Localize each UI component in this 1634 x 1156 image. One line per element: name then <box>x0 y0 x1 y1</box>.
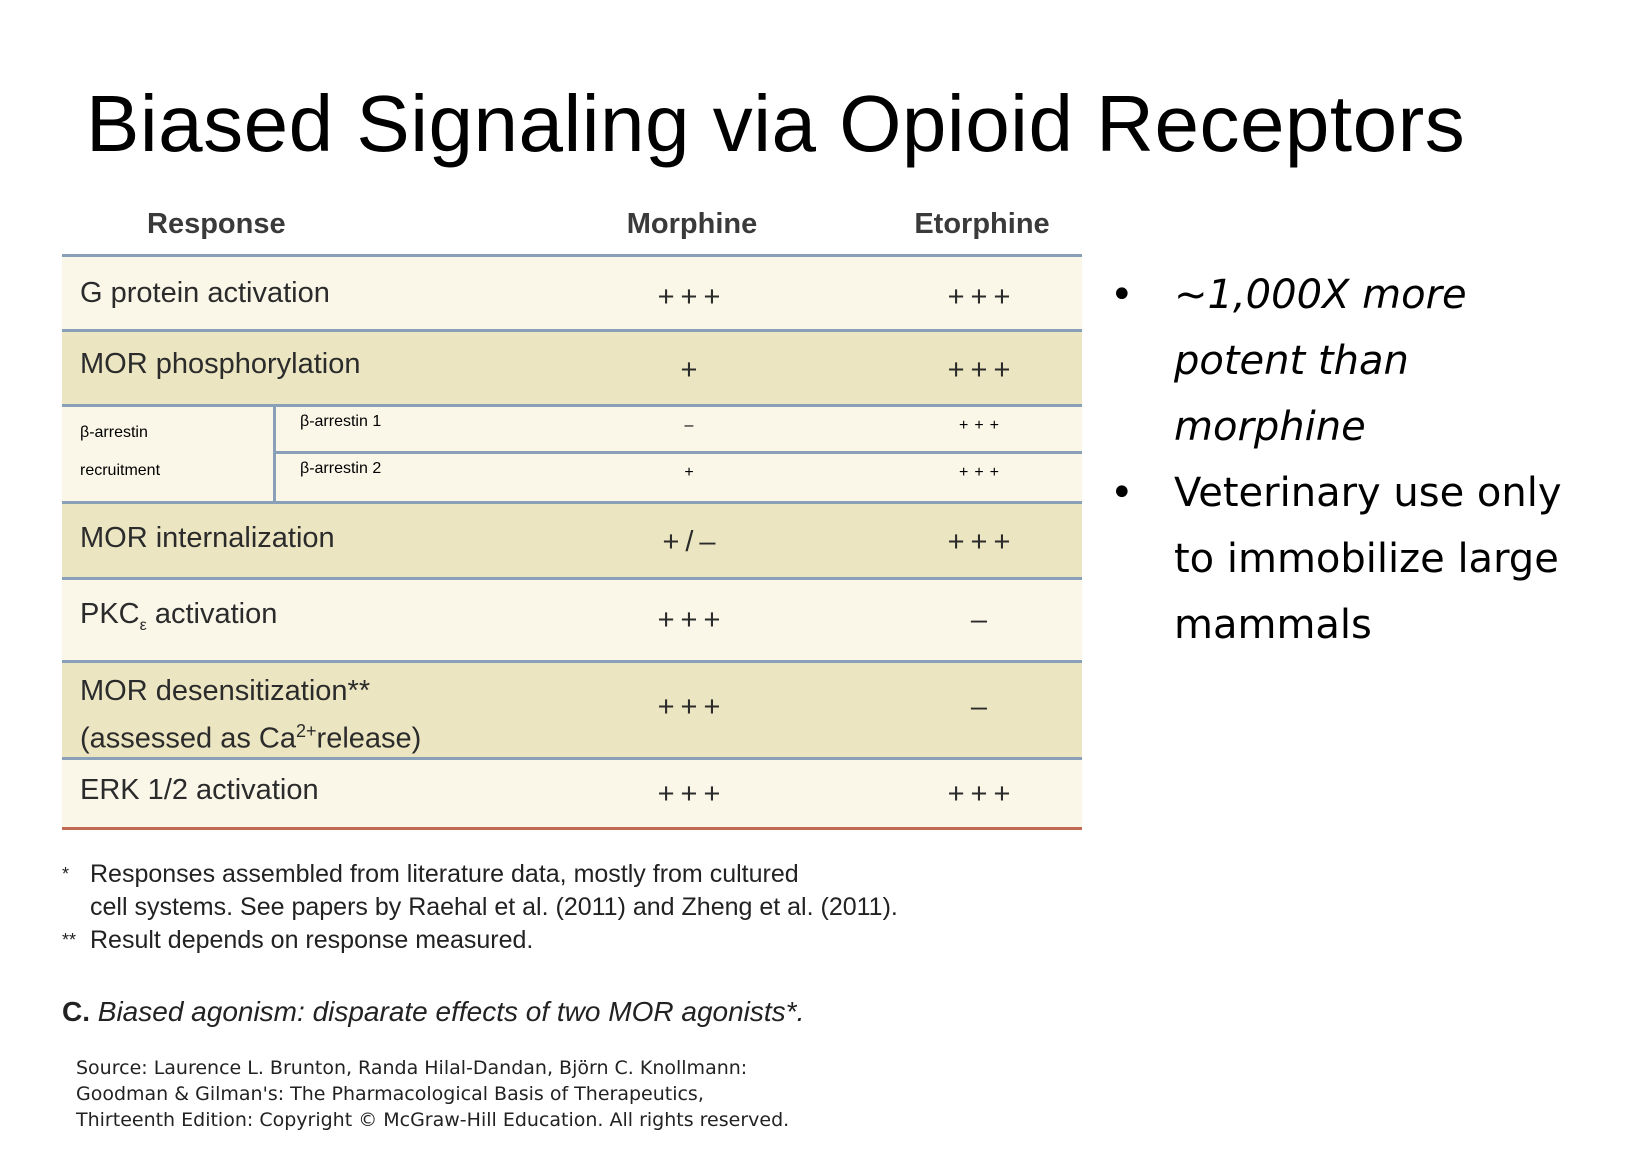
bullet-line: Veterinary use only <box>1174 470 1562 516</box>
footnote-1-continued: cell systems. See papers by Raehal et al. (2011) and Zheng et al. (2011). <box>90 893 898 921</box>
morphine-value: + <box>680 354 704 386</box>
etorphine-value: +++ <box>958 464 1006 481</box>
etorphine-value: – <box>970 691 994 723</box>
table-subrow <box>276 454 1082 501</box>
row-label <box>80 598 277 635</box>
morphine-value: +/– <box>662 526 722 558</box>
source-line: Thirteenth Edition: Copyright © McGraw-Hill Education. All rights reserved. <box>76 1109 790 1131</box>
source-citation <box>76 1055 976 1133</box>
caption-text: Biased agonism: disparate effects of two MOR agonists*. <box>97 996 805 1027</box>
table-row <box>62 760 1082 830</box>
row-label: MOR phosphorylation <box>80 348 361 380</box>
bullet-marker: • <box>1110 272 1134 318</box>
footnote-mark: ** <box>62 930 77 950</box>
row-label: MOR internalization <box>80 522 335 554</box>
table-row <box>62 504 1082 580</box>
table-header <box>62 200 1082 257</box>
header-response: Response <box>147 208 286 240</box>
table-subrow <box>276 407 1082 454</box>
bullet-line: mammals <box>1174 602 1372 648</box>
etorphine-value: +++ <box>947 778 1017 810</box>
bullet-item <box>1110 460 1620 658</box>
row-label: G protein activation <box>80 277 330 309</box>
header-morphine: Morphine <box>626 208 758 240</box>
comparison-table <box>62 200 1082 830</box>
arrestin-group-label <box>62 407 276 501</box>
slide-title: Biased Signaling via Opioid Receptors <box>86 79 1466 168</box>
group-label-line1: β-arrestin <box>80 424 148 441</box>
etorphine-value: +++ <box>958 417 1006 434</box>
bullet-item <box>1110 262 1620 460</box>
caption-letter: C. <box>62 996 90 1027</box>
table-row <box>62 257 1082 332</box>
table-row <box>62 580 1082 663</box>
etorphine-value: +++ <box>947 354 1017 386</box>
group-label-line2: recruitment <box>80 462 161 479</box>
row-label <box>80 671 421 759</box>
header-etorphine: Etorphine <box>914 208 1050 240</box>
bullet-line: potent than <box>1174 338 1409 384</box>
etorphine-value: +++ <box>947 526 1017 558</box>
morphine-value: +++ <box>657 281 727 313</box>
row-label-suffix: activation <box>146 598 278 630</box>
bullet-line: ~1,000X more <box>1174 272 1467 318</box>
row-label-prefix: PKC <box>80 598 140 630</box>
footnote-2 <box>62 924 1042 957</box>
table-row <box>62 663 1082 760</box>
morphine-value: – <box>684 417 700 434</box>
bullet-line: to immobilize large <box>1174 536 1559 582</box>
etorphine-value: +++ <box>947 281 1017 313</box>
morphine-value: + <box>684 464 700 481</box>
row-label-line2-prefix: (assessed as Ca <box>80 722 296 755</box>
subrow-label: β-arrestin 2 <box>300 460 382 477</box>
subrow-label: β-arrestin 1 <box>300 413 382 430</box>
footnote-text: Result depends on response measured. <box>90 926 534 954</box>
row-label-line2-suffix: release) <box>316 722 422 755</box>
table-row <box>62 332 1082 407</box>
row-label-line1: MOR desensitization** <box>80 675 371 707</box>
footnote-text: Responses assembled from literature data, mostly from cultured <box>90 860 799 888</box>
figure-caption <box>62 996 804 1028</box>
morphine-value: +++ <box>657 604 727 636</box>
bullet-list <box>1110 262 1620 658</box>
arrestin-row-group <box>62 407 1082 504</box>
morphine-value: +++ <box>657 778 727 810</box>
footnote-mark: * <box>62 864 70 884</box>
etorphine-value: – <box>970 604 994 636</box>
row-label: ERK 1/2 activation <box>80 774 319 806</box>
row-label-superscript: 2+ <box>296 721 317 741</box>
bullet-marker: • <box>1110 470 1134 516</box>
table-footnotes <box>62 858 1042 957</box>
row-label-subscript: ε <box>139 616 147 634</box>
source-line: Goodman & Gilman's: The Pharmacological Basis of Therapeutics, <box>76 1083 704 1105</box>
footnote-1 <box>62 858 1042 891</box>
morphine-value: +++ <box>657 691 727 723</box>
source-line: Source: Laurence L. Brunton, Randa Hilal-Dandan, Björn C. Knollmann: <box>76 1057 748 1079</box>
bullet-line: morphine <box>1174 404 1366 450</box>
